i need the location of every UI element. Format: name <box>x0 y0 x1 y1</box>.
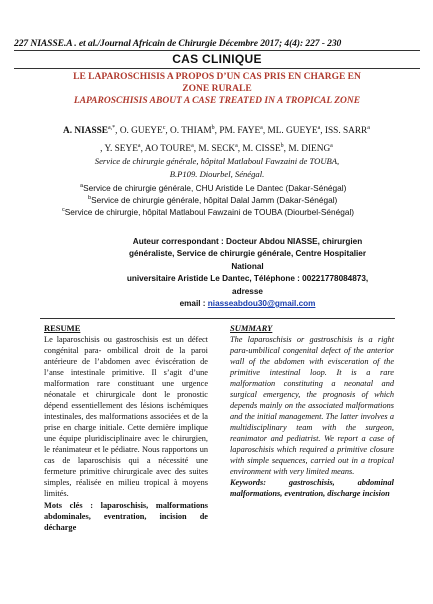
keywords-label: Mots clés <box>44 501 83 510</box>
resume-heading: RESUME <box>44 323 81 333</box>
correspondence-line: Auteur correspondant : Docteur Abdou NIASSE, chirurgien <box>132 237 363 246</box>
keywords-text: : laparoschisis, malformations abdominales, eventration, incision de décharge <box>44 501 208 532</box>
author-name: A. NIASSE <box>63 126 108 137</box>
title-rule <box>14 68 420 69</box>
author-name: , M. DIENG <box>283 144 331 155</box>
summary-keywords <box>230 477 394 499</box>
title-french-line1: LE LAPAROSCHISIS A PROPOS D’UN CAS PRIS EN CHARGE EN <box>73 72 361 82</box>
author-sup: a <box>330 143 333 150</box>
summary-heading: SUMMARY <box>230 323 273 333</box>
author-name: , PM. FAYE <box>214 126 261 137</box>
affiliation-a <box>80 183 346 193</box>
article-type: CAS CLINIQUE <box>172 52 262 66</box>
author-sup: b <box>211 125 215 131</box>
summary-column <box>230 323 394 499</box>
title-french-line2: ZONE RURALE <box>182 83 252 94</box>
author-name: , O. THIAM <box>165 126 212 137</box>
affiliation-b <box>88 195 337 205</box>
author-sup: a <box>235 143 238 150</box>
author-sup: a <box>137 143 141 150</box>
resume-body: Le laparoschisis ou gastroschisis est un défect congénital para- ombilical droit de la paroi antérieure de l’abdomen avec éviscération de l’anse intestinale primitive. Il s’agit d’une malformation rare constituant une urgence néonatale et chirurgicale dont le pronostic dépend essentiellement des lésions ischémiques intestinales, des malformations associées et de la prise en charge initiale. Cette dernière implique une équipe pluridisciplinaire avec le chirurgien, le réanimateur et le pédiatre. Nous rapportons un cas de laparoschisis qui a nécessité une fermeture primitive chirurgicale avec des suites simples, réalisée en milieu tropical à moyens limités. <box>44 335 208 498</box>
author-sup: a <box>317 125 321 131</box>
keywords-label: Keywords: <box>230 478 266 487</box>
correspondence-line: universitaire Aristide Le Dantec, Téléphone : 00221778084873, adresse <box>126 274 369 296</box>
abstract-rule <box>40 318 395 319</box>
email-label: email : <box>179 299 206 309</box>
affiliation-c <box>62 207 354 217</box>
correspondence-block <box>120 236 375 310</box>
author-name: , AO TOURE <box>140 144 192 155</box>
journal-header: 227 NIASSE.A . et al./Journal Africain de Chirurgie Décembre 2017; 4(4): 227 - 230 <box>14 38 342 49</box>
author-sup: b <box>280 143 284 150</box>
correspondence-line: généraliste, Service de chirurgie générale, Centre Hospitalier National <box>128 249 367 271</box>
resume-column <box>44 323 208 533</box>
affiliation-sup: b <box>88 195 92 202</box>
correspondence-email-row <box>120 298 375 310</box>
affiliation-text: Service de chirurgie générale, hôpital Dalal Jamm (Dakar-Sénégal) <box>91 195 338 205</box>
author-sup: a,* <box>108 125 116 131</box>
primary-affiliation <box>80 155 354 181</box>
affiliation-line: B.P109. Diourbel, Sénégal. <box>169 169 265 179</box>
affiliation-line: Service de chirurgie générale, hôpital Matlaboul Fawzaini de TOUBA, <box>94 156 340 166</box>
keywords-text: gastroschisis, abdominal malformations, eventration, discharge incision <box>230 478 394 498</box>
header-rule <box>14 50 420 51</box>
title-english: LAPAROSCHISIS ABOUT A CASE TREATED IN A TROPICAL ZONE <box>73 96 361 106</box>
email-link[interactable]: niasseabdou30@gmail.com <box>207 299 316 309</box>
author-name: , ISS. SARR <box>320 126 368 137</box>
author-list <box>50 121 383 157</box>
author-name: , M. SECK <box>193 144 236 155</box>
affiliation-sup: a <box>80 183 84 190</box>
affiliation-sup: c <box>62 207 65 214</box>
author-sup: a <box>191 143 194 150</box>
author-name: , Y. SEYE <box>100 144 138 155</box>
author-sup: c <box>162 125 166 131</box>
summary-body: The laparoschisis or gastroschisis is a right para-umbilical congenital defect of the anterior wall of the abdomen with evisceration of the primitive intestinal loop. It is a rare malformation constituting a neonatal and surgical emergency, the prognosis of which depends mainly on the associated malformations and the initial management. The latter involves a multidisciplinary team with the surgeon, reanimator and pediatrist. We report a case of laparoschisis which required a primitive closure with simple sequences, carried out in a tropical environment with very limited means. <box>230 335 394 476</box>
author-name: , O. GUEYE <box>115 126 163 137</box>
author-sup: a <box>260 125 263 131</box>
author-name: , ML. GUEYE <box>262 126 318 137</box>
author-sup: a <box>367 125 370 131</box>
affiliation-text: Service de chirurgie, hôpital Matlaboul Fawzaini de TOUBA (Diourbel-Sénégal) <box>64 207 355 217</box>
resume-keywords <box>44 500 208 533</box>
author-name: , M. CISSE <box>237 144 281 155</box>
title-french <box>60 72 374 95</box>
affiliation-text: Service de chirurgie générale, CHU Aristide Le Dantec (Dakar-Sénégal) <box>83 183 347 193</box>
